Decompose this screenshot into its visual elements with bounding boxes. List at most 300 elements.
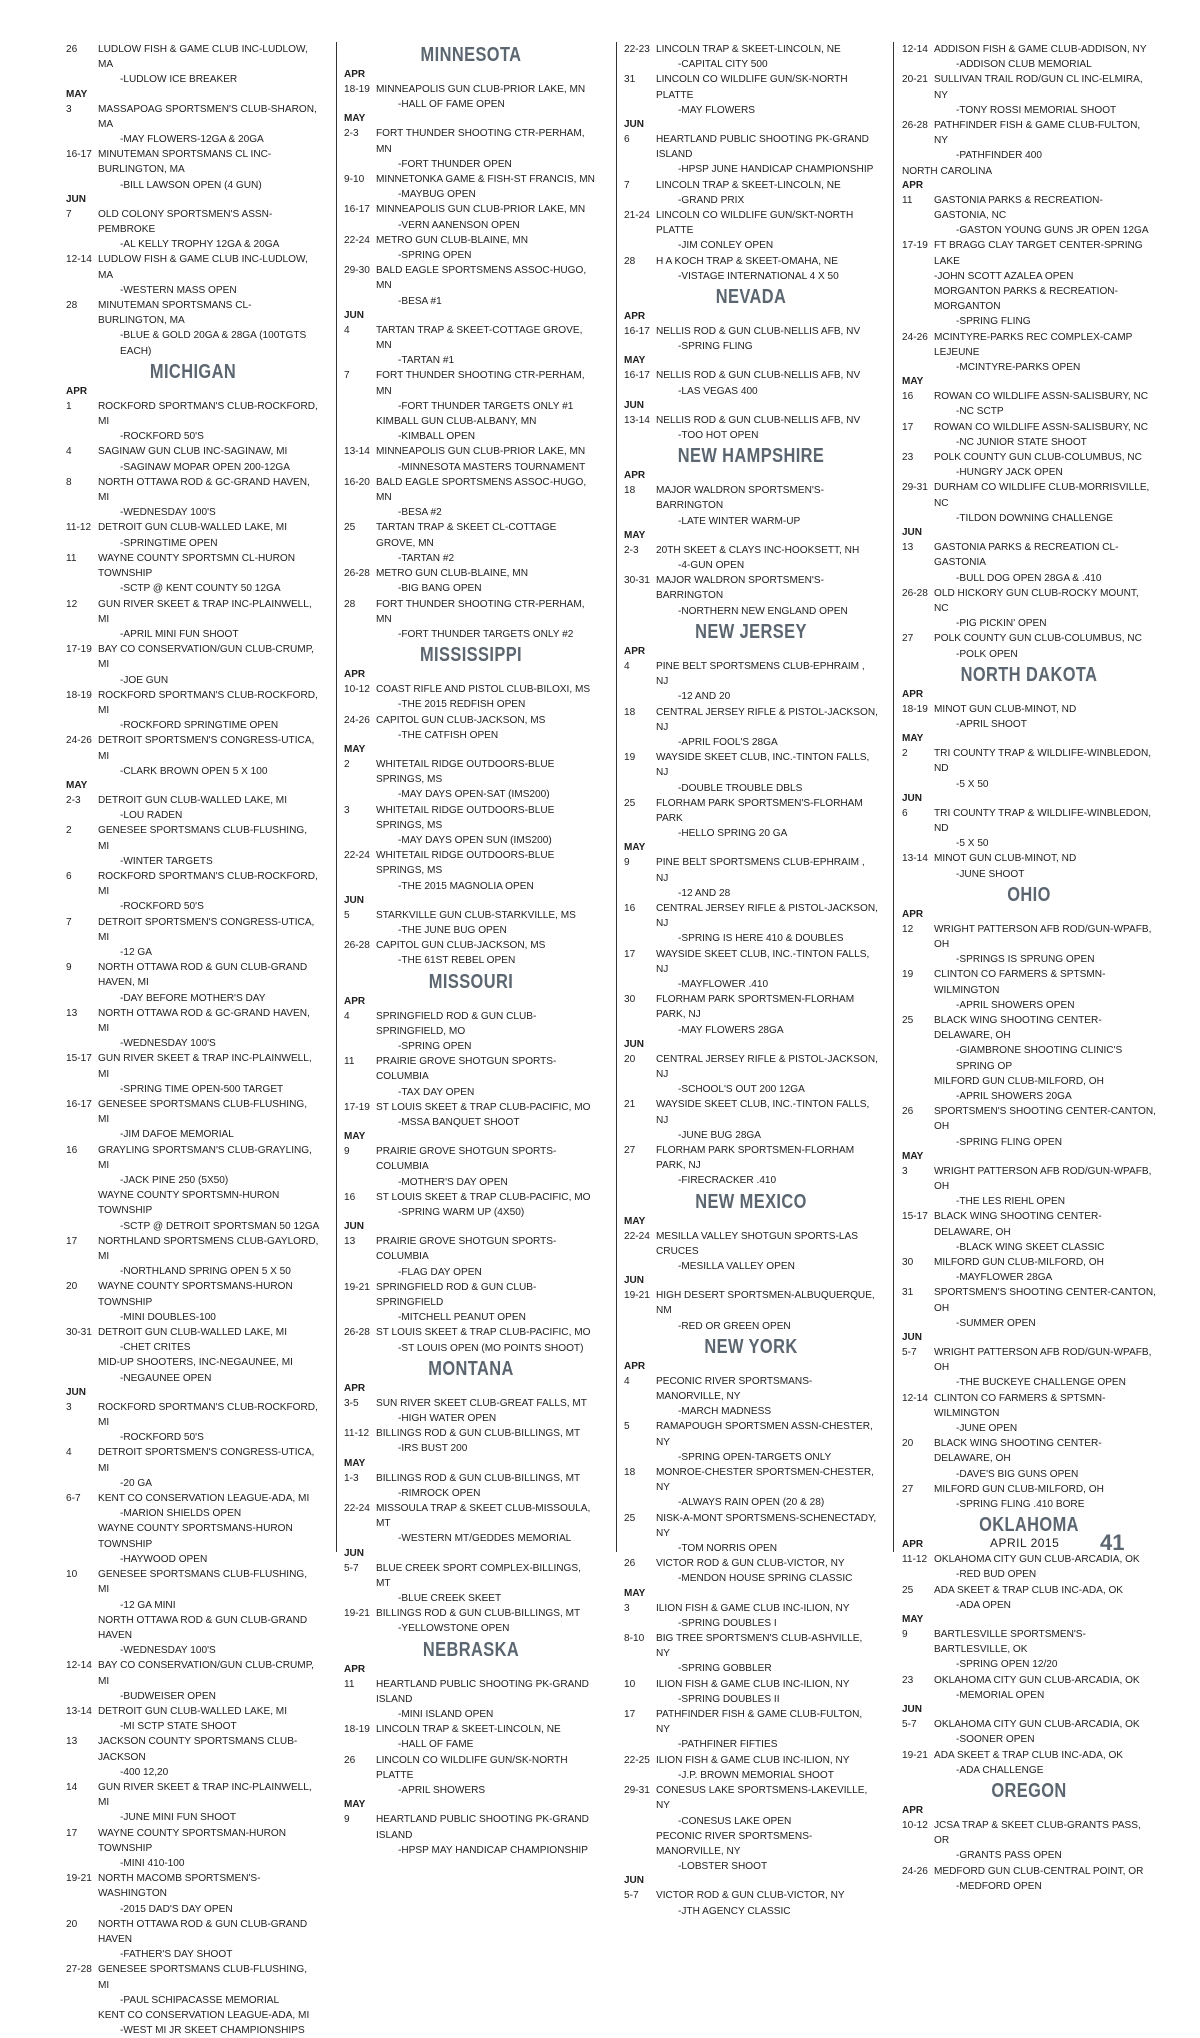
event-date: 28 [66,300,78,312]
event-date: 22-24 [344,1503,370,1515]
event-date: 24-26 [902,1865,928,1877]
event-date: 23 [902,452,914,464]
event-date: 9 [624,857,630,869]
event-entry [66,1567,320,1658]
event-date: 16-20 [344,476,370,488]
event-date: 25 [344,522,356,534]
event-date: 27 [902,633,914,645]
event-date: 16-17 [624,326,650,338]
event-entry [902,72,1156,118]
event-entry [624,750,878,796]
event-name: -JUNE SHOOT [956,868,1025,880]
event-club: SPRINGFIELD ROD & GUN CLUB-SPRINGFIELD, MO [376,1010,537,1037]
event-name: -THE CATFISH OPEN [398,729,499,741]
event-name: -20 GA [120,1477,152,1489]
month-label: MAY [66,779,88,791]
event-club: BILLINGS ROD & GUN CLUB-BILLINGS, MT [376,1428,581,1440]
event-date: 12 [66,598,78,610]
event-entry [902,967,1156,1013]
event-date: 13 [66,1736,78,1748]
event-date: 19-21 [902,1749,928,1761]
event-name: -MEMORIAL OPEN [956,1689,1045,1701]
event-name: -MAYFLOWER .410 [678,978,769,990]
event-entry [624,543,878,573]
event-entry [66,102,320,148]
event-club: GASTONIA PARKS & RECREATION-GASTONIA, NC [934,194,1103,222]
event-name: -4-GUN OPEN [678,560,745,572]
event-date: 26 [902,1106,914,1118]
event-entry [66,597,320,643]
event-entry [624,324,878,354]
month-label: MAY [624,529,646,541]
event-club: RAMAPOUGH SPORTSMEN ASSN-CHESTER, NY [656,1421,873,1448]
event-club: LINCOLN TRAP & SKEET-LINCOLN, NE [656,179,841,191]
event-club: NORTH OTTAWA ROD & GC-GRAND HAVEN, MI [98,1007,310,1034]
event-date: 5 [344,909,350,921]
event-date: 28 [624,255,636,267]
event-club: WHITETAIL RIDGE OUTDOORS-BLUE SPRINGS, MS [376,850,555,877]
event-entry [624,992,878,1038]
event-entry [344,1606,598,1636]
event-date: 22-24 [344,850,370,862]
month-label: MAY [902,1150,924,1162]
event-date: 6-7 [66,1493,81,1505]
event-name: -CAPITAL CITY 500 [678,59,768,71]
event-entry [66,1826,320,1872]
event-date: 10-12 [344,684,370,696]
event-entry [902,1673,1156,1703]
event-club: WAYNE COUNTY SPORTSMN-HURON TOWNSHIP [98,1190,280,1217]
event-name: -APRIL SHOWERS [398,1785,486,1797]
event-date: 24-26 [344,714,370,726]
event-club: MINOT GUN CLUB-MINOT, ND [934,853,1077,865]
event-name: -CHET CRITES [120,1342,191,1354]
event-club: BALD EAGLE SPORTSMENS ASSOC-HUGO, MN [376,476,587,504]
event-name: -BLUE & GOLD 20GA & 28GA (100TGTS EACH) [120,330,307,357]
event-club: NELLIS ROD & GUN CLUB-NELLIS AFB, NV [656,414,861,426]
event-club: DURHAM CO WILDLIFE CLUB-MORRISVILLE, NC [934,482,1150,509]
month-label: APR [624,311,646,323]
month-label: MAY [624,842,646,854]
event-name: -SPRING FLING .410 BORE [956,1499,1085,1511]
event-date: 19 [624,752,636,764]
event-club: WAYNE COUNTY SPORTSMN CL-HURON TOWNSHIP [98,552,296,580]
event-club: OLD HICKORY GUN CLUB-ROCKY MOUNT, NC [934,587,1139,614]
event-name: -SCTP @ DETROIT SPORTSMAN 50 12GA [120,1220,320,1232]
event-date: 16 [624,902,636,914]
event-name: -GRANTS PASS OPEN [956,1850,1062,1862]
event-name: -MINI 410-100 [120,1857,185,1869]
event-entry [624,368,878,398]
event-entry [902,1345,1156,1391]
month-label: JUN [344,1547,365,1559]
event-club: LINCOLN CO WILDLIFE GUN/SK-NORTH PLATTE [376,1754,568,1781]
event-entry [66,1279,320,1325]
event-entry [624,796,878,842]
month-label: APR [344,1382,366,1394]
event-date: 16-17 [624,370,650,382]
event-club: GASTONIA PARKS & RECREATION CL-GASTONIA [934,542,1119,569]
month-label: APR [624,470,646,482]
event-date: 11-12 [344,1428,370,1440]
event-date: 13 [902,542,914,554]
event-name: -SPRING FLING [678,341,753,353]
event-club: LINCOLN CO WILDLIFE GUN/SK-NORTH PLATTE [656,74,848,101]
event-entry [624,1229,878,1275]
event-entry [344,566,598,596]
event-club: NORTHLAND SPORTSMENS CLUB-GAYLORD, MI [98,1235,319,1263]
page-number: 41 [1100,1530,1125,1555]
event-club: TRI COUNTY TRAP & WILDLIFE-WINBLEDON, ND [934,807,1152,834]
event-name: -ADA CHALLENGE [956,1764,1044,1776]
event-date: 30-31 [66,1327,92,1339]
event-entry [624,1601,878,1631]
event-date: 2 [902,748,908,760]
event-entry [902,480,1156,526]
event-date: 29-31 [624,1785,650,1797]
event-date: 4 [66,446,72,458]
event-entry [344,1396,598,1426]
schedule-column-3 [624,42,878,1919]
event-name: -APRIL SHOWERS OPEN [956,999,1075,1011]
month-label: MAY [902,376,924,388]
event-club: PRAIRIE GROVE SHOTGUN SPORTS-COLUMBIA [376,1056,557,1083]
event-date: 19-21 [344,1608,370,1620]
event-club: H A KOCH TRAP & SKEET-OMAHA, NE [656,255,838,267]
event-date: 2-3 [66,794,81,806]
month-label: APR [624,645,646,657]
event-club: MINUTEMAN SPORTSMANS CL INC-BURLINGTON, MA [98,149,272,176]
event-date: 4 [344,1010,350,1022]
event-name: -TARTAN #2 [398,552,455,564]
event-date: 9 [66,962,72,974]
event-club: MINNETONKA GAME & FISH-ST FRANCIS, MN [376,174,595,186]
event-name: -NORTHERN NEW ENGLAND OPEN [678,605,848,617]
event-date: 11 [344,1678,355,1690]
event-date: 26-28 [344,568,370,580]
state-heading: NEVADA [715,286,787,309]
event-entry [344,202,598,232]
event-name: -HUNGRY JACK OPEN [956,467,1063,479]
event-entry [624,42,878,72]
event-entry [624,483,878,529]
event-name: -THE 61ST REBEL OPEN [398,955,516,967]
event-entry [66,1006,320,1052]
event-club: ILION FISH & GAME CLUB INC-ILION, NY [656,1678,850,1690]
event-entry [624,72,878,118]
event-entry [902,540,1156,586]
event-name: -WEDNESDAY 100'S [120,1645,216,1657]
event-name: -SPRING GOBBLER [678,1663,772,1675]
event-date: 24-26 [66,735,92,747]
event-club: -JOHN SCOTT AZALEA OPEN [934,270,1074,282]
event-name: -WESTERN MT/GEDDES MEMORIAL [398,1533,572,1545]
event-entry [344,263,598,309]
month-label: JUN [66,193,87,205]
event-name: -MITCHELL PEANUT OPEN [398,1312,526,1324]
event-club: BARTLESVILLE SPORTSMEN'S-BARTLESVILLE, OK [934,1629,1086,1656]
event-entry [624,659,878,705]
event-entry [902,851,1156,881]
event-club: TARTAN TRAP & SKEET-COTTAGE GROVE, MN [376,324,583,352]
event-name: -LATE WINTER WARM-UP [678,515,801,527]
month-label: APR [344,995,366,1007]
event-entry [344,1325,598,1355]
event-name: -HPSP JUNE HANDICAP CHAMPIONSHIP [678,164,874,176]
event-entry [66,915,320,961]
event-entry [344,444,598,474]
event-entry [344,233,598,263]
event-date: 17 [624,1709,636,1721]
event-date: 20-21 [902,74,928,86]
event-date: 8-10 [624,1633,645,1645]
event-date: 7 [344,370,350,382]
event-name: -VERN AANENSON OPEN [398,219,520,231]
month-label: JUN [902,792,923,804]
event-entry [902,193,1156,239]
event-entry [66,444,320,474]
event-name: -BULL DOG OPEN 28GA & .410 [956,572,1102,584]
event-club: MISSOULA TRAP & SKEET CLUB-MISSOULA, MT [376,1503,591,1530]
state-heading: NEW JERSEY [695,620,807,643]
event-entry [66,1780,320,1826]
event-name: -RED OR GREEN OPEN [678,1320,791,1332]
event-name: -JACK PINE 250 (5X50) [120,1175,229,1187]
event-date: 26-28 [902,120,928,132]
month-label: APR [344,1663,366,1675]
event-entry [624,947,878,993]
event-club: GUN RIVER SKEET & TRAP INC-PLAINWELL, MI [98,598,312,625]
event-club: GENESEE SPORTSMANS CLUB-FLUSHING, MI [98,1099,308,1126]
event-date: 18-19 [902,703,928,715]
event-name: -JOE GUN [120,674,169,686]
event-club: FORT THUNDER SHOOTING CTR-PERHAM, MN [376,128,585,155]
event-entry [66,399,320,445]
event-club: ROWAN CO WILDLIFE ASSN-SALISBURY, NC [934,421,1149,433]
event-entry [344,1561,598,1607]
event-club: LINCOLN TRAP & SKEET-LINCOLN, NE [376,1724,561,1736]
event-entry [902,1583,1156,1613]
event-date: 5-7 [902,1719,917,1731]
month-label: MAY [344,743,366,755]
event-entry [344,1280,598,1326]
event-club: FLORHAM PARK SPORTSMEN'S-FLORHAM PARK [656,797,863,824]
event-date: 8 [66,476,72,488]
event-date: 25 [902,1014,914,1026]
event-name: -SPRING DOUBLES I [678,1617,777,1629]
event-name: -MINI ISLAND OPEN [398,1709,494,1721]
month-label: MAY [624,355,646,367]
event-date: 12 [902,923,914,935]
event-name: -TOM NORRIS OPEN [678,1543,778,1555]
event-entry [66,551,320,597]
event-name: -DOUBLE TROUBLE DBLS [678,782,803,794]
event-date: 25 [902,1584,914,1596]
event-date: 3 [902,1165,908,1177]
event-entry [902,702,1156,732]
event-club: WHITETAIL RIDGE OUTDOORS-BLUE SPRINGS, MS [376,804,555,831]
event-name: -BLACK WING SKEET CLASSIC [956,1241,1105,1253]
event-club: GUN RIVER SKEET & TRAP INC-PLAINWELL, MI [98,1053,312,1080]
event-date: 30-31 [624,575,650,587]
event-date: 27-28 [66,1964,92,1976]
month-label: APR [902,688,924,700]
event-entry [902,631,1156,661]
state-heading: MICHIGAN [149,360,237,383]
column-divider [336,42,337,1552]
event-name: -APRIL MINI FUN SHOOT [120,628,239,640]
event-date: 2 [344,758,350,770]
month-label: JUN [344,309,365,321]
event-name: -GIAMBRONE SHOOTING CLINIC'S SPRING OP [956,1045,1123,1072]
state-heading: NEW HAMPSHIRE [677,445,825,468]
month-label: MAY [344,1131,366,1143]
event-entry [66,823,320,869]
event-club: KENT CO CONSERVATION LEAGUE-ADA, MI [98,1493,310,1505]
event-entry [902,450,1156,480]
event-name: -12 AND 20 [678,691,731,703]
event-club: OKLAHOMA CITY GUN CLUB-ARCADIA, OK [934,1674,1140,1686]
event-entry [344,1471,598,1501]
event-name: -THE BUCKEYE CHALLENGE OPEN [956,1377,1126,1389]
event-entry [66,733,320,779]
event-club: PATHFINDER FISH & GAME CLUB-FULTON, NY [934,120,1141,147]
event-name: -TILDON DOWNING CHALLENGE [956,512,1114,524]
event-date: 21-24 [624,210,650,222]
event-club: BALD EAGLE SPORTSMENS ASSOC-HUGO, MN [376,265,587,292]
event-name: -FORT THUNDER OPEN [398,158,512,170]
event-entry [624,1556,878,1586]
event-name: -RED BUD OPEN [956,1569,1037,1581]
event-name: -LAS VEGAS 400 [678,385,758,397]
event-date: 18-19 [66,689,92,701]
event-date: 18 [624,485,636,497]
month-label: MAY [344,1799,366,1811]
event-club: POLK COUNTY GUN CLUB-COLUMBUS, NC [934,452,1142,464]
event-entry [66,1445,320,1491]
event-club: MESILLA VALLEY SHOTGUN SPORTS-LAS CRUCES [656,1230,858,1257]
event-club: ADDISON FISH & GAME CLUB-ADDISON, NY [934,44,1147,55]
issue-date: APRIL 2015 [990,1536,1060,1550]
event-date: 11 [344,1056,355,1068]
event-club: WRIGHT PATTERSON AFB ROD/GUN-WPAFB, OH [934,1165,1152,1192]
event-name: -MI SCTP STATE SHOOT [120,1721,237,1733]
event-club: PECONIC RIVER SPORTSMANS-MANORVILLE, NY [656,1375,813,1403]
event-entry [344,803,598,849]
event-club: PINE BELT SPORTSMENS CLUB-EPHRAIM , NJ [656,857,865,884]
event-name: -WEDNESDAY 100'S [120,507,216,519]
event-name: -THE 2015 REDFISH OPEN [398,699,526,711]
event-date: 12-14 [902,44,928,55]
event-entry [624,132,878,178]
event-entry [344,1501,598,1547]
event-date: 17 [66,1827,78,1839]
event-entry [902,1748,1156,1778]
event-name: -SPRING OPEN-TARGETS ONLY [678,1451,832,1463]
event-entry [344,1812,598,1858]
event-club: SPORTSMEN'S SHOOTING CENTER-CANTON, OH [934,1106,1156,1133]
event-club: ROWAN CO WILDLIFE ASSN-SALISBURY, NC [934,391,1149,403]
event-name: -TOO HOT OPEN [678,430,759,442]
event-club: MILFORD GUN CLUB-MILFORD, OH [934,1483,1104,1495]
event-entry [344,475,598,521]
event-club: ROCKFORD SPORTMAN'S CLUB-ROCKFORD, MI [98,870,318,898]
event-club: NORTH MACOMB SPORTSMEN'S-WASHINGTON [98,1873,261,1900]
event-club: POLK COUNTY GUN CLUB-COLUMBUS, NC [934,633,1142,645]
event-entry [624,1419,878,1465]
event-entry [902,330,1156,376]
event-name: -THE 2015 MAGNOLIA OPEN [398,880,534,892]
event-name: -TARTAN #1 [398,355,455,367]
month-label: APR [66,385,88,397]
event-club: WHITETAIL RIDGE OUTDOORS-BLUE SPRINGS, MS [376,758,555,786]
event-date: 7 [66,208,72,220]
event-club: MINNEAPOLIS GUN CLUB-PRIOR LAKE, MN [376,446,586,458]
event-entry [344,1426,598,1456]
event-name: -12 GA MINI [120,1599,176,1611]
event-club: TARTAN TRAP & SKEET CL-COTTAGE GROVE, MN [376,522,557,549]
event-name: -SPRINGS IS SPRUNG OPEN [956,954,1095,966]
event-entry [66,207,320,253]
event-name: -SPRING OPEN [398,250,472,262]
event-date: 22-25 [624,1754,650,1766]
event-date: 18 [624,1467,636,1479]
event-date: 13 [66,1007,78,1019]
event-entry [624,705,878,751]
event-date: 29-31 [902,482,928,494]
event-entry [624,178,878,208]
event-name: -PAUL SCHIPACASSE MEMORIAL [120,1994,280,2006]
event-date: 15-17 [902,1211,928,1223]
event-entry [66,475,320,521]
event-entry [66,1051,320,1097]
event-name: -SCTP @ KENT COUNTY 50 12GA [120,583,281,595]
event-club: LINCOLN TRAP & SKEET-LINCOLN, NE [656,44,841,55]
event-entry [344,520,598,566]
event-name: -JIM CONLEY OPEN [678,240,774,252]
event-entry [624,1143,878,1189]
event-club: MORGANTON PARKS & RECREATION-MORGANTON [934,286,1118,313]
event-entry [902,922,1156,968]
event-name: -MAY FLOWERS [678,104,756,116]
event-date: 31 [624,74,636,86]
event-name: -MSSA BANQUET SHOOT [398,1116,520,1128]
event-date: 3-5 [344,1397,359,1409]
event-date: 7 [624,179,630,191]
event-entry [902,1391,1156,1437]
event-name: -THE LES RIEHL OPEN [956,1196,1066,1208]
event-name: -JTH AGENCY CLASSIC [678,1905,791,1917]
event-name: -SPRING OPEN [398,1040,472,1052]
event-date: 11 [66,552,77,564]
event-name: -ALWAYS RAIN OPEN (20 & 28) [678,1497,825,1509]
event-club: KENT CO CONSERVATION LEAGUE-ADA, MI [98,2009,310,2021]
event-entry [344,323,598,369]
event-entry [624,1465,878,1511]
event-club: CAPITOL GUN CLUB-JACKSON, MS [376,940,546,952]
event-name: -NORTHLAND SPRING OPEN 5 X 50 [120,1266,291,1278]
event-club: FT BRAGG CLAY TARGET CENTER-SPRING LAKE [934,240,1143,267]
event-date: 6 [624,134,630,146]
event-date: 14 [66,1781,78,1793]
event-club: PRAIRIE GROVE SHOTGUN SPORTS-COLUMBIA [376,1236,557,1263]
event-date: 1-3 [344,1472,359,1484]
column-divider [616,42,617,1552]
event-club: NORTH OTTAWA ROD & GC-GRAND HAVEN, MI [98,476,310,504]
event-club: CENTRAL JERSEY RIFLE & PISTOL-JACKSON, NJ [656,706,878,733]
event-date: 16 [902,391,914,403]
event-entry [344,1100,598,1130]
